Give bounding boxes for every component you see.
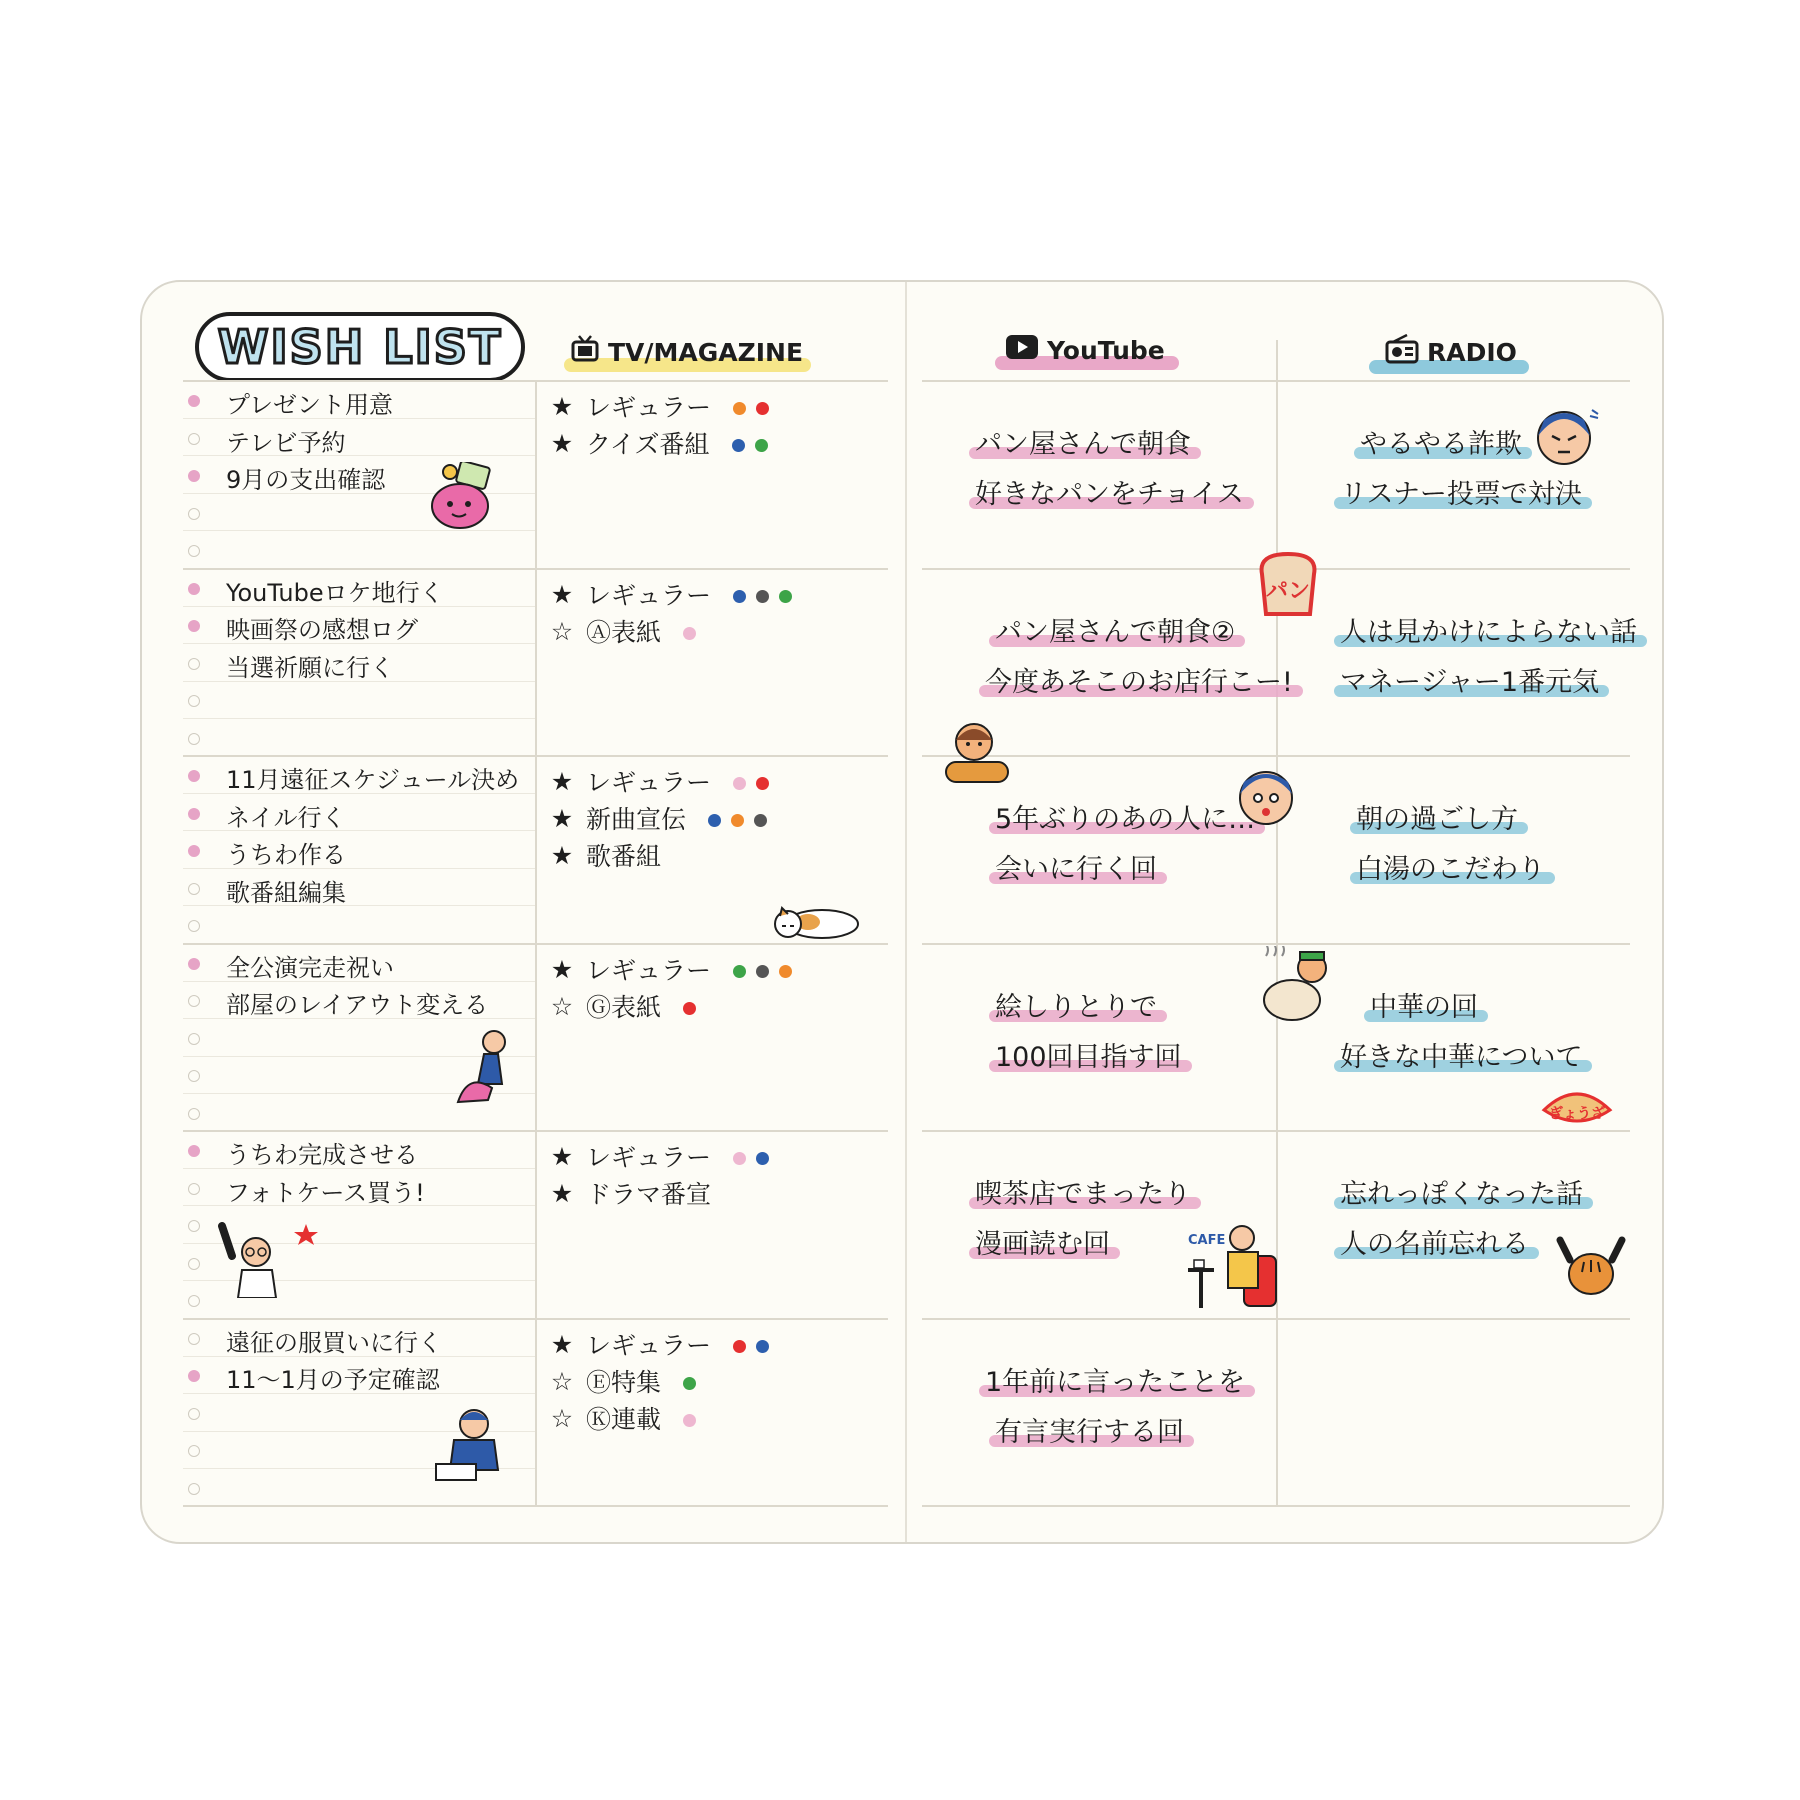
checked-bullet[interactable] — [188, 958, 200, 970]
radio-entry-text: 忘れっぽくなった話 — [1340, 1179, 1583, 1210]
color-dot — [756, 1152, 769, 1165]
wishlist-item — [188, 1134, 528, 1168]
checked-bullet[interactable] — [188, 770, 200, 782]
empty-bullet[interactable] — [188, 733, 200, 745]
wishlist-item-text: YouTubeロケ地行く — [226, 579, 444, 607]
youtube-header — [1005, 334, 1165, 366]
sleeping-cat-sticker — [768, 896, 864, 948]
tv-item — [548, 951, 792, 987]
studying-boy-sticker — [432, 1406, 508, 1488]
wishlist-item — [188, 797, 528, 831]
color-dot — [683, 1377, 696, 1390]
youtube-entry-line — [995, 797, 1255, 836]
color-dot — [756, 590, 769, 603]
color-dot-group — [723, 955, 792, 984]
outline-star-icon: ☆ — [550, 1366, 574, 1396]
filled-star-icon: ★ — [550, 954, 574, 984]
notebook-spine — [905, 282, 907, 1542]
youtube-entry-text: 喫茶店でまったり — [975, 1179, 1191, 1210]
checked-bullet[interactable] — [188, 1145, 200, 1157]
wishlist-item-text: 歌番組編集 — [226, 879, 346, 907]
column-divider — [1276, 340, 1278, 1505]
filled-star-icon: ★ — [550, 391, 574, 421]
tv-magazine-header — [570, 334, 803, 370]
wishlist-item-text: フォトケース買う! — [226, 1179, 425, 1207]
wishlist-item-text: プレゼント用意 — [226, 391, 394, 419]
radio-entry-line — [1360, 422, 1522, 461]
youtube-entry-text: 1年前に言ったことを — [985, 1367, 1246, 1398]
wishlist-item — [188, 384, 528, 418]
empty-bullet[interactable] — [188, 1445, 200, 1457]
color-dot — [779, 590, 792, 603]
youtube-entry-line — [995, 1035, 1182, 1074]
radio-entry-line — [1340, 660, 1599, 699]
youtube-play-icon — [1005, 334, 1039, 366]
color-dot — [683, 1002, 696, 1015]
youtube-entry-line — [975, 422, 1191, 461]
empty-bullet[interactable] — [188, 1183, 200, 1195]
color-dot-group — [673, 992, 696, 1021]
checked-bullet[interactable] — [188, 470, 200, 482]
filled-star-icon: ★ — [550, 1141, 574, 1171]
color-dot — [733, 777, 746, 790]
youtube-entry-line — [995, 847, 1157, 886]
youtube-entry-text: 今度あそこのお店行こー! — [985, 667, 1293, 698]
tv-item-text: レギュラー — [586, 1143, 712, 1172]
bread-sticker-label: パン — [1265, 579, 1311, 604]
wishlist-item-text: ネイル行く — [226, 804, 346, 832]
wishlist-item — [188, 872, 528, 906]
outline-star-icon: ☆ — [550, 1403, 574, 1433]
empty-bullet[interactable] — [188, 695, 200, 707]
color-dot-group — [723, 1330, 769, 1359]
radio-icon — [1385, 334, 1419, 370]
filled-star-icon: ★ — [550, 1329, 574, 1359]
wishlist-item — [188, 1359, 528, 1393]
tv-item-text: Ⓔ特集 — [586, 1368, 662, 1397]
wishlist-item — [188, 422, 528, 456]
youtube-entry-line — [985, 1360, 1245, 1399]
color-dot-group — [722, 429, 768, 458]
tv-item — [548, 988, 696, 1024]
radio-entry-text: 白湯のこだわり — [1356, 854, 1545, 885]
wishlist-item — [188, 834, 528, 868]
wishlist-item-text: うちわ作る — [226, 841, 346, 869]
empty-bullet[interactable] — [188, 1220, 200, 1232]
wishlist-item-text: 全公演完走祝い — [226, 954, 394, 982]
wishlist-item-text: テレビ予約 — [226, 429, 346, 457]
tv-item-text: レギュラー — [586, 393, 712, 422]
wishlist-item-text: 当選祈願に行く — [226, 654, 394, 682]
color-dot — [708, 814, 721, 827]
wishlist-item — [188, 647, 528, 681]
wishlist-item-text: 11〜1月の予定確認 — [226, 1366, 440, 1394]
empty-bullet[interactable] — [188, 508, 200, 520]
color-dot — [756, 965, 769, 978]
color-dot — [732, 439, 745, 452]
gyoza-sticker — [1540, 1084, 1614, 1138]
color-dot — [733, 965, 746, 978]
wishlist-item — [188, 609, 528, 643]
tv-item-text: Ⓖ表紙 — [586, 993, 662, 1022]
color-dot — [683, 1414, 696, 1427]
youtube-entry-text: 好きなパンをチョイス — [975, 479, 1244, 510]
empty-bullet[interactable] — [188, 920, 200, 932]
color-dot-group — [723, 1142, 769, 1171]
radio-entry-line — [1340, 472, 1582, 511]
wishlist-item — [188, 1322, 528, 1356]
gyoza-sticker-label: ぎょうざ — [1549, 1106, 1605, 1122]
wishlist-item — [188, 984, 528, 1018]
tv-item-text: レギュラー — [586, 768, 712, 797]
empty-bullet[interactable] — [188, 658, 200, 670]
color-dot — [733, 1340, 746, 1353]
radio-entry-text: 人は見かけによらない話 — [1340, 617, 1637, 648]
filled-star-icon: ★ — [550, 766, 574, 796]
filled-star-icon: ★ — [550, 803, 574, 833]
radio-label: RADIO — [1427, 337, 1517, 367]
color-dot — [733, 402, 746, 415]
wishlist-item — [188, 1172, 528, 1206]
empty-bullet[interactable] — [188, 545, 200, 557]
checked-bullet[interactable] — [188, 1370, 200, 1382]
tv-item-text: 新曲宣伝 — [586, 805, 687, 834]
radio-entry-line — [1356, 797, 1518, 836]
radio-entry-text: 好きな中華について — [1340, 1042, 1583, 1073]
tv-item — [548, 1138, 769, 1174]
tv-item-text: レギュラー — [586, 1331, 712, 1360]
filled-star-icon: ★ — [550, 840, 574, 870]
checked-bullet[interactable] — [188, 845, 200, 857]
wish-list-title: WISH LIST — [195, 312, 525, 382]
tv-item-text: クイズ番組 — [586, 430, 710, 459]
wishlist-item-text: うちわ完成させる — [226, 1141, 418, 1169]
empty-bullet[interactable] — [188, 1070, 200, 1082]
empty-bullet[interactable] — [188, 433, 200, 445]
radio-entry-text: リスナー投票で対決 — [1340, 479, 1582, 510]
outline-star-icon: ☆ — [550, 616, 574, 646]
empty-bullet[interactable] — [188, 1408, 200, 1420]
tv-item — [548, 425, 768, 461]
tv-item-text: レギュラー — [586, 956, 712, 985]
radio-entry-text: 朝の過ごし方 — [1356, 804, 1518, 835]
tv-item — [548, 1175, 723, 1211]
wishlist-item-text: 11月遠征スケジュール決め — [226, 766, 520, 794]
youtube-entry-line — [975, 1172, 1191, 1211]
youtube-entry-text: 漫画読む回 — [975, 1229, 1110, 1260]
tv-item — [548, 837, 673, 873]
wishlist-item — [188, 947, 528, 981]
wishlist-item — [188, 722, 528, 756]
wishlist-item — [188, 909, 528, 943]
tv-item — [548, 800, 767, 836]
tv-magazine-label: TV/MAGAZINE — [608, 337, 804, 367]
youtube-entry-text: 会いに行く回 — [995, 854, 1157, 885]
radio-entry-line — [1340, 1222, 1529, 1261]
wishlist-item-text: 部屋のレイアウト変える — [226, 991, 489, 1019]
tv-item — [548, 613, 696, 649]
youtube-entry-text: 5年ぶりのあの人に… — [995, 804, 1256, 835]
wishlist-item — [188, 759, 528, 793]
column-divider — [535, 380, 537, 1505]
checked-bullet[interactable] — [188, 808, 200, 820]
empty-bullet[interactable] — [188, 1295, 200, 1307]
empty-bullet[interactable] — [188, 995, 200, 1007]
outline-star-icon: ☆ — [550, 991, 574, 1021]
filled-star-icon: ★ — [550, 428, 574, 458]
color-dot-group — [723, 767, 769, 796]
color-dot-group — [673, 1367, 696, 1396]
radio-entry-text: マネージャー1番元気 — [1340, 667, 1600, 698]
tv-icon — [570, 334, 600, 370]
tv-item — [548, 1326, 769, 1362]
color-dot — [731, 814, 744, 827]
empty-bullet[interactable] — [188, 883, 200, 895]
tv-item — [548, 763, 769, 799]
color-dot — [733, 590, 746, 603]
tiger-cat-sticker — [1556, 1236, 1626, 1300]
checked-bullet[interactable] — [188, 395, 200, 407]
cafe-reader-sticker — [1184, 1222, 1280, 1322]
tv-item — [548, 1363, 696, 1399]
color-dot — [779, 965, 792, 978]
tv-item-text: レギュラー — [586, 581, 712, 610]
steamed-bun-man-sticker — [1260, 946, 1342, 1028]
radio-entry-text: やるやる詐欺 — [1360, 429, 1522, 460]
color-dot — [733, 1152, 746, 1165]
youtube-entry-line — [995, 1410, 1184, 1449]
color-dot — [755, 439, 768, 452]
empty-bullet[interactable] — [188, 1333, 200, 1345]
checked-bullet[interactable] — [188, 583, 200, 595]
radio-header — [1385, 334, 1517, 370]
radio-entry-line — [1340, 1172, 1583, 1211]
empty-bullet[interactable] — [188, 1258, 200, 1270]
wishlist-item-text: 映画祭の感想ログ — [226, 616, 418, 644]
empty-bullet[interactable] — [188, 1108, 200, 1120]
radio-entry-line — [1370, 985, 1478, 1024]
youtube-entry-line — [975, 1222, 1110, 1261]
color-dot-group — [673, 1404, 696, 1433]
wishlist-item — [188, 534, 528, 568]
color-dot — [754, 814, 767, 827]
radio-entry-text: 人の名前忘れる — [1340, 1229, 1529, 1260]
radio-entry-line — [1356, 847, 1545, 886]
section-divider — [922, 1505, 1630, 1507]
tv-item — [548, 1400, 696, 1436]
filled-star-icon: ★ — [550, 579, 574, 609]
cafe-sticker-label: CAFE — [1188, 1233, 1226, 1248]
tv-item — [548, 388, 769, 424]
youtube-entry-line — [995, 985, 1157, 1024]
filled-star-icon: ★ — [550, 1178, 574, 1208]
wallet-character-sticker — [428, 462, 502, 536]
empty-bullet[interactable] — [188, 1483, 200, 1495]
wishlist-item — [188, 684, 528, 718]
tv-item-text: ドラマ番宣 — [586, 1180, 712, 1209]
sitting-person-sticker — [448, 1028, 520, 1118]
radio-entry-text: 中華の回 — [1370, 992, 1478, 1023]
color-dot-group — [723, 392, 769, 421]
color-dot — [756, 777, 769, 790]
bread-sticker — [1252, 550, 1324, 624]
youtube-entry-text: 絵しりとりで — [995, 992, 1157, 1023]
color-dot — [683, 627, 696, 640]
youtube-label: YouTube — [1047, 335, 1165, 365]
wishlist-item — [188, 572, 528, 606]
color-dot — [756, 1340, 769, 1353]
baguette-boy-sticker — [942, 718, 1012, 792]
wishlist-item-text: 9月の支出確認 — [226, 466, 386, 494]
checked-bullet[interactable] — [188, 620, 200, 632]
pointing-man-sticker — [214, 1222, 320, 1302]
color-dot-group — [723, 580, 792, 609]
youtube-entry-text: パン屋さんで朝食 — [975, 429, 1191, 460]
youtube-entry-line — [995, 610, 1235, 649]
youtube-entry-line — [985, 660, 1293, 699]
youtube-entry-text: 100回目指す回 — [995, 1042, 1182, 1073]
tv-item — [548, 576, 792, 612]
grumpy-face-sticker — [1532, 404, 1604, 472]
youtube-entry-text: パン屋さんで朝食② — [995, 617, 1236, 648]
youtube-entry-line — [975, 472, 1244, 511]
radio-entry-line — [1340, 1035, 1582, 1074]
ruled-line — [183, 718, 535, 719]
wishlist-item-text: 遠征の服買いに行く — [226, 1329, 442, 1357]
tv-item-text: 歌番組 — [586, 842, 662, 871]
color-dot — [756, 402, 769, 415]
color-dot-group — [673, 617, 696, 646]
empty-bullet[interactable] — [188, 1033, 200, 1045]
color-dot-group — [698, 804, 767, 833]
tv-item-text: Ⓚ連載 — [586, 1405, 662, 1434]
tv-item-text: Ⓐ表紙 — [586, 618, 662, 647]
youtube-entry-text: 有言実行する回 — [995, 1417, 1184, 1448]
radio-entry-line — [1340, 610, 1637, 649]
